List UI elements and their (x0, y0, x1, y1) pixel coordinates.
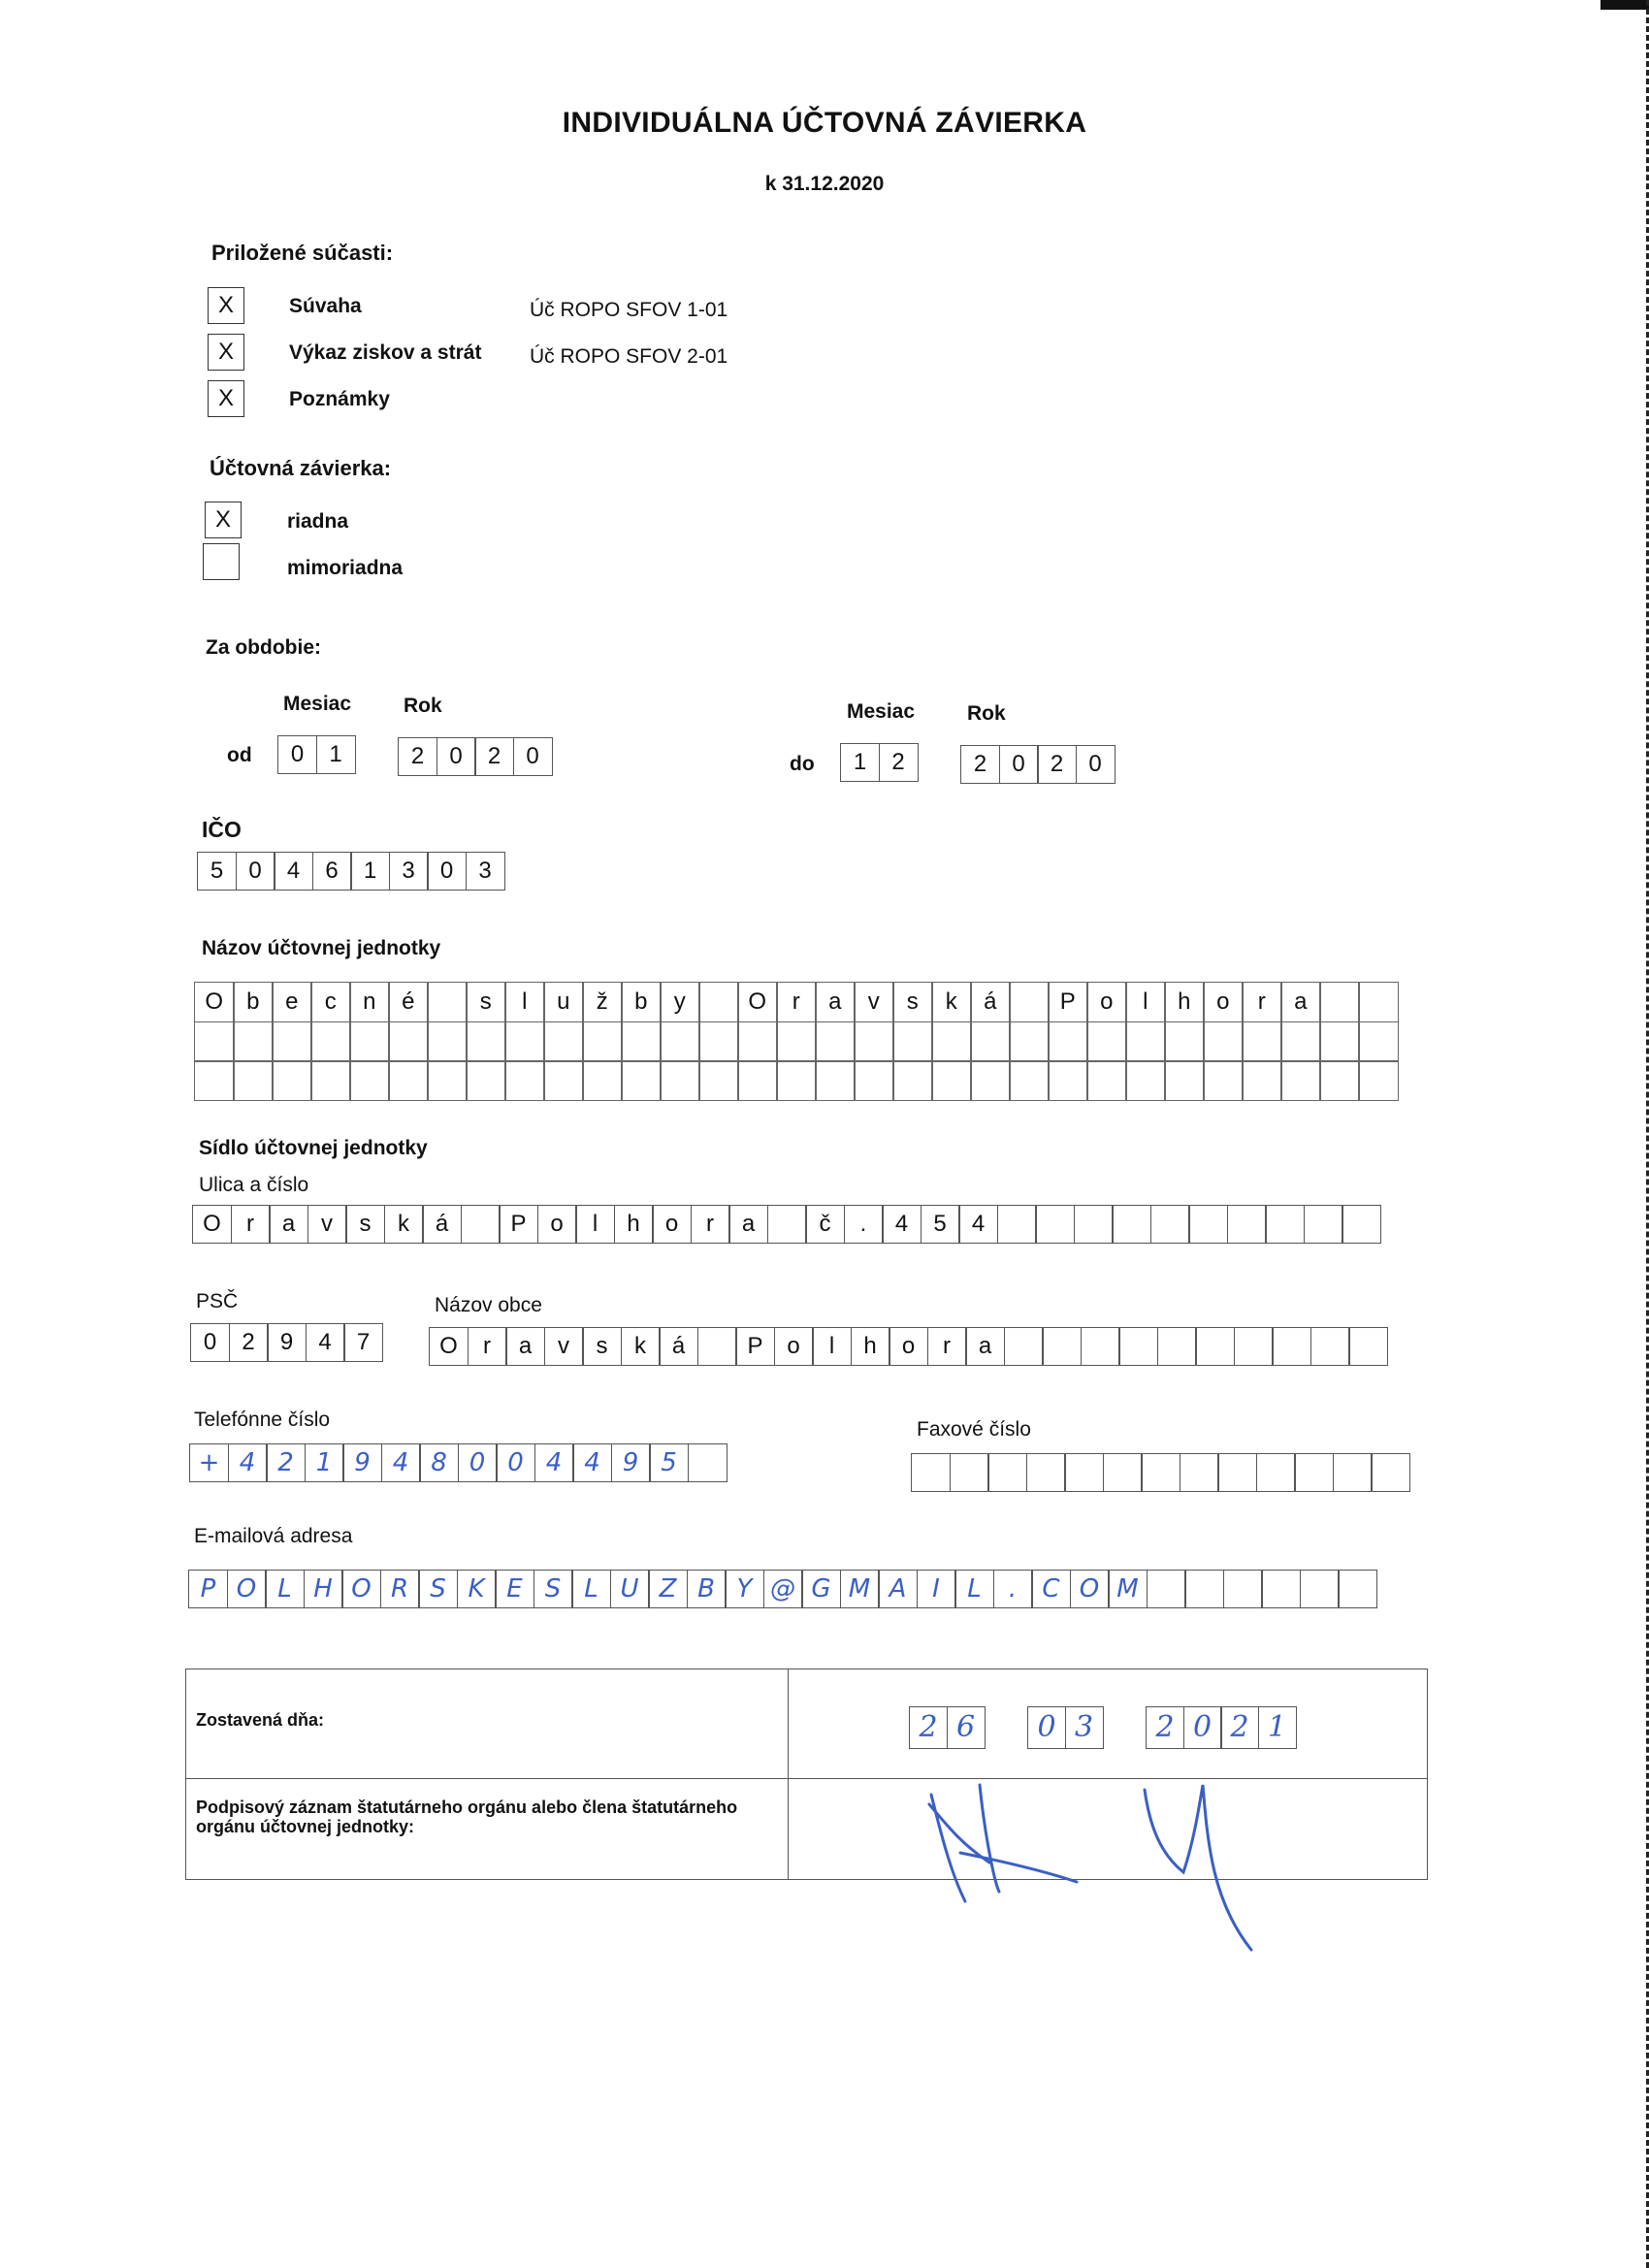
char-cell[interactable]: 4 (228, 1443, 268, 1482)
char-cell[interactable] (1180, 1453, 1219, 1492)
char-cell[interactable] (776, 1021, 817, 1062)
char-cell[interactable] (582, 1021, 623, 1062)
char-cell[interactable] (461, 1205, 501, 1244)
char-cell[interactable]: r (1242, 982, 1282, 1022)
char-cell[interactable] (950, 1453, 989, 1492)
char-cell[interactable]: Y (725, 1570, 764, 1608)
char-cell[interactable] (194, 1021, 235, 1062)
char-cell[interactable]: 6 (947, 1706, 986, 1749)
char-cell[interactable]: á (659, 1327, 698, 1366)
char-cell[interactable] (543, 1021, 584, 1062)
char-cell[interactable] (698, 1021, 739, 1062)
char-cell[interactable]: 2 (879, 743, 919, 782)
char-cell[interactable] (1147, 1570, 1186, 1608)
char-cell[interactable]: k (384, 1205, 424, 1244)
char-cell[interactable] (621, 1060, 662, 1101)
char-cell[interactable]: 5 (649, 1443, 689, 1482)
period-heading: Za obdobie: (206, 636, 321, 659)
char-cell[interactable]: P (499, 1205, 538, 1244)
char-cell[interactable] (892, 1021, 933, 1062)
char-cell[interactable]: c (310, 982, 351, 1022)
char-cell[interactable]: 1 (316, 735, 356, 774)
char-cell[interactable]: v (854, 982, 894, 1022)
char-cell[interactable]: I (917, 1570, 956, 1608)
char-cell[interactable]: O (194, 982, 235, 1022)
char-cell[interactable] (388, 1060, 429, 1101)
char-cell[interactable]: 8 (419, 1443, 459, 1482)
footer-table-column-divider (788, 1669, 789, 1879)
char-cell[interactable] (1009, 982, 1050, 1022)
char-cell[interactable] (1338, 1570, 1377, 1608)
char-cell[interactable] (854, 1060, 894, 1101)
char-cell[interactable] (1184, 1570, 1224, 1608)
char-cell[interactable]: 2 (1037, 745, 1077, 784)
document-title: INDIVIDUÁLNA ÚČTOVNÁ ZÁVIERKA (562, 107, 1087, 139)
char-cell[interactable] (1358, 1060, 1399, 1101)
char-cell[interactable] (776, 1060, 817, 1101)
char-cell[interactable]: 0 (277, 735, 317, 774)
char-cell[interactable]: O (341, 1570, 381, 1608)
char-cell[interactable]: R (380, 1570, 420, 1608)
char-cell[interactable] (931, 1060, 972, 1101)
char-cell[interactable]: b (233, 982, 274, 1022)
char-cell[interactable]: S (418, 1570, 458, 1608)
ico-cells[interactable] (197, 852, 503, 891)
statement-type-heading: Účtovná závierka: (210, 456, 392, 480)
char-cell[interactable] (1227, 1205, 1267, 1244)
char-cell[interactable]: O (192, 1205, 232, 1244)
char-cell[interactable]: O (227, 1570, 267, 1608)
char-cell[interactable]: č (805, 1205, 845, 1244)
char-cell[interactable]: o (652, 1205, 692, 1244)
char-cell[interactable]: v (544, 1327, 584, 1366)
char-cell[interactable]: u (543, 982, 584, 1022)
char-cell[interactable] (194, 1060, 235, 1101)
char-cell[interactable]: 4 (882, 1205, 922, 1244)
phone-label: Telefónne číslo (194, 1409, 331, 1431)
char-cell[interactable]: y (660, 982, 700, 1022)
char-cell[interactable]: 2 (1146, 1706, 1184, 1749)
char-cell[interactable]: 9 (267, 1323, 307, 1362)
char-cell[interactable]: 0 (190, 1323, 230, 1362)
email-label: E-mailová adresa (194, 1525, 353, 1547)
char-cell[interactable]: L (265, 1570, 305, 1608)
char-cell[interactable]: 3 (466, 852, 505, 891)
from-month-label: Mesiac (283, 693, 352, 715)
char-cell[interactable]: 2 (960, 745, 1000, 784)
label-riadna: riadna (287, 510, 349, 533)
grid-row (194, 1021, 1397, 1061)
psc-label: PSČ (196, 1290, 239, 1312)
char-cell[interactable] (1300, 1570, 1340, 1608)
char-cell[interactable]: 0 (1183, 1706, 1222, 1749)
char-cell[interactable]: s (892, 982, 933, 1022)
char-cell[interactable] (1310, 1327, 1350, 1366)
char-cell[interactable]: n (349, 982, 390, 1022)
char-cell[interactable] (892, 1060, 933, 1101)
entity-name-label: Názov účtovnej jednotky (202, 937, 441, 959)
char-cell[interactable] (1256, 1453, 1296, 1492)
char-cell[interactable]: O (1070, 1570, 1110, 1608)
char-cell[interactable]: a (269, 1205, 308, 1244)
char-cell[interactable]: l (575, 1205, 615, 1244)
char-cell[interactable]: 9 (611, 1443, 651, 1482)
char-cell[interactable]: o (1203, 982, 1244, 1022)
char-cell[interactable] (1217, 1453, 1257, 1492)
char-cell[interactable]: 1 (840, 743, 880, 782)
char-cell[interactable]: 4 (534, 1443, 574, 1482)
entity-name-grid[interactable] (194, 982, 1397, 1100)
char-cell[interactable] (1195, 1327, 1235, 1366)
char-cell[interactable] (349, 1021, 390, 1062)
prepared-label: Zostavená dňa: (196, 1710, 325, 1730)
char-cell[interactable]: a (1280, 982, 1321, 1022)
char-cell[interactable] (1294, 1453, 1334, 1492)
char-cell[interactable] (427, 982, 468, 1022)
char-cell[interactable]: s (582, 1327, 622, 1366)
char-cell[interactable] (698, 1060, 739, 1101)
document-date: k 31.12.2020 (764, 173, 885, 195)
char-cell[interactable]: v (307, 1205, 347, 1244)
char-cell[interactable]: M (1108, 1570, 1148, 1608)
to-month-label: Mesiac (847, 700, 916, 723)
char-cell[interactable] (504, 1021, 545, 1062)
char-cell[interactable]: 0 (496, 1443, 535, 1482)
char-cell[interactable]: 7 (343, 1323, 383, 1362)
char-cell[interactable]: á (970, 982, 1011, 1022)
char-cell[interactable]: é (388, 982, 429, 1022)
char-cell[interactable]: l (1125, 982, 1166, 1022)
char-cell[interactable]: e (272, 982, 312, 1022)
char-cell[interactable] (310, 1060, 351, 1101)
char-cell[interactable] (1342, 1205, 1381, 1244)
char-cell[interactable] (1103, 1453, 1143, 1492)
char-cell[interactable]: 1 (305, 1443, 344, 1482)
char-cell[interactable]: 2 (398, 737, 437, 776)
char-cell[interactable] (310, 1021, 351, 1062)
char-cell[interactable]: 5 (921, 1205, 960, 1244)
char-cell[interactable]: l (504, 982, 545, 1022)
char-cell[interactable] (931, 1021, 972, 1062)
checkbox-riadna[interactable]: X (205, 502, 242, 538)
char-cell[interactable] (698, 982, 739, 1022)
street-cells[interactable] (192, 1205, 1380, 1244)
char-cell[interactable] (1026, 1453, 1066, 1492)
char-cell[interactable] (582, 1060, 623, 1101)
char-cell[interactable]: L (571, 1570, 611, 1608)
char-cell[interactable] (1358, 982, 1399, 1022)
char-cell[interactable] (466, 1021, 506, 1062)
char-cell[interactable] (987, 1453, 1027, 1492)
char-cell[interactable]: . (993, 1570, 1033, 1608)
char-cell[interactable] (1048, 1021, 1088, 1062)
char-cell[interactable]: a (728, 1205, 768, 1244)
checkbox-poznamky[interactable]: X (208, 380, 244, 417)
from-year-cells[interactable] (398, 737, 551, 776)
char-cell[interactable]: C (1031, 1570, 1071, 1608)
to-year-label: Rok (967, 702, 1006, 725)
label-vykaz: Výkaz ziskov a strát (289, 341, 482, 364)
town-cells[interactable] (429, 1327, 1387, 1366)
char-cell[interactable] (1141, 1453, 1180, 1492)
char-cell[interactable]: 2 (229, 1323, 269, 1362)
char-cell[interactable]: h (1164, 982, 1205, 1022)
char-cell[interactable] (1242, 1060, 1282, 1101)
char-cell[interactable] (388, 1021, 429, 1062)
char-cell[interactable] (272, 1060, 312, 1101)
char-cell[interactable] (1112, 1205, 1151, 1244)
char-cell[interactable]: 3 (389, 852, 429, 891)
char-cell[interactable] (1265, 1205, 1305, 1244)
char-cell[interactable] (1261, 1570, 1301, 1608)
char-cell[interactable]: Z (648, 1570, 688, 1608)
char-cell[interactable] (737, 1060, 778, 1101)
char-cell[interactable]: A (878, 1570, 918, 1608)
char-cell[interactable] (737, 1021, 778, 1062)
char-cell[interactable]: P (735, 1327, 775, 1366)
char-cell[interactable] (1333, 1453, 1373, 1492)
checkbox-mimoriadna[interactable] (203, 543, 240, 580)
char-cell[interactable]: P (188, 1570, 228, 1608)
char-cell[interactable]: 0 (458, 1443, 498, 1482)
char-cell[interactable] (233, 1060, 274, 1101)
char-cell[interactable]: 1 (350, 852, 390, 891)
char-cell[interactable] (427, 1021, 468, 1062)
char-cell[interactable]: + (189, 1443, 229, 1482)
char-cell[interactable] (688, 1443, 728, 1482)
char-cell[interactable]: h (851, 1327, 890, 1366)
char-cell[interactable] (1304, 1205, 1343, 1244)
char-cell[interactable]: 4 (381, 1443, 421, 1482)
char-cell[interactable]: s (466, 982, 506, 1022)
char-cell[interactable] (970, 1021, 1011, 1062)
char-cell[interactable]: r (776, 982, 817, 1022)
char-cell[interactable]: 4 (958, 1205, 998, 1244)
char-cell[interactable] (911, 1453, 951, 1492)
char-cell[interactable]: O (429, 1327, 469, 1366)
char-cell[interactable]: 0 (236, 852, 275, 891)
attachments-heading: Priložené súčasti: (211, 241, 394, 265)
char-cell[interactable] (815, 1060, 856, 1101)
char-cell[interactable] (1280, 1021, 1321, 1062)
char-cell[interactable]: U (610, 1570, 650, 1608)
char-cell[interactable] (1280, 1060, 1321, 1101)
char-cell[interactable]: 4 (572, 1443, 612, 1482)
char-cell[interactable]: o (1086, 982, 1127, 1022)
char-cell[interactable]: o (774, 1327, 814, 1366)
fax-label: Faxové číslo (917, 1418, 1031, 1441)
psc-cells[interactable] (190, 1323, 382, 1362)
char-cell[interactable]: O (737, 982, 778, 1022)
to-label: do (790, 753, 815, 775)
char-cell[interactable]: L (954, 1570, 994, 1608)
signature-label: Podpisový záznam štatutárneho orgánu alebo člena štatutárneho orgánu účtovnej jednotky: (196, 1798, 738, 1836)
char-cell[interactable]: k (931, 982, 972, 1022)
char-cell[interactable]: 2 (909, 1706, 948, 1749)
signature-mark (902, 1766, 1290, 1960)
char-cell[interactable] (1319, 1021, 1360, 1062)
code-suvaha: Úč ROPO SFOV 1-01 (530, 299, 728, 321)
char-cell[interactable] (660, 1060, 700, 1101)
char-cell[interactable] (1358, 1021, 1399, 1062)
char-cell[interactable] (1009, 1060, 1050, 1101)
char-cell[interactable] (1042, 1327, 1082, 1366)
char-cell[interactable] (1164, 1060, 1205, 1101)
char-cell[interactable] (1234, 1327, 1274, 1366)
street-label: Ulica a číslo (199, 1174, 309, 1196)
char-cell[interactable]: a (815, 982, 856, 1022)
char-cell[interactable]: l (812, 1327, 852, 1366)
char-cell[interactable] (1242, 1021, 1282, 1062)
code-vykaz: Úč ROPO SFOV 2-01 (530, 345, 728, 368)
char-cell[interactable]: 0 (999, 745, 1039, 784)
char-cell[interactable]: G (801, 1570, 841, 1608)
char-cell[interactable]: b (621, 982, 662, 1022)
checkbox-suvaha[interactable]: X (208, 287, 244, 324)
char-cell[interactable] (1125, 1021, 1166, 1062)
char-cell[interactable]: 3 (1065, 1706, 1104, 1749)
email-cells[interactable] (188, 1570, 1376, 1608)
char-cell[interactable] (427, 1060, 468, 1101)
prepared-year-cells[interactable] (1146, 1706, 1295, 1749)
grid-row (194, 1060, 1397, 1100)
char-cell[interactable]: B (687, 1570, 727, 1608)
from-year-label: Rok (404, 695, 442, 717)
char-cell[interactable]: 4 (306, 1323, 345, 1362)
char-cell[interactable]: 2 (266, 1443, 306, 1482)
char-cell[interactable] (660, 1021, 700, 1062)
char-cell[interactable] (1319, 1060, 1360, 1101)
char-cell[interactable]: 2 (474, 737, 514, 776)
char-cell[interactable] (1004, 1327, 1044, 1366)
char-cell[interactable]: 0 (436, 737, 476, 776)
char-cell[interactable] (1157, 1327, 1197, 1366)
char-cell[interactable] (1118, 1327, 1158, 1366)
char-cell[interactable]: 1 (1258, 1706, 1297, 1749)
char-cell[interactable] (1164, 1021, 1205, 1062)
prepared-day-cells[interactable] (909, 1706, 984, 1749)
char-cell[interactable]: H (304, 1570, 343, 1608)
from-label: od (227, 744, 252, 766)
char-cell[interactable] (1319, 982, 1360, 1022)
char-cell[interactable]: 6 (312, 852, 352, 891)
char-cell[interactable] (1064, 1453, 1104, 1492)
char-cell[interactable] (1035, 1205, 1075, 1244)
char-cell[interactable]: r (231, 1205, 271, 1244)
char-cell[interactable]: o (537, 1205, 577, 1244)
char-cell[interactable] (1348, 1327, 1388, 1366)
char-cell[interactable] (1048, 1060, 1088, 1101)
char-cell[interactable] (1086, 1060, 1127, 1101)
char-cell[interactable] (1009, 1021, 1050, 1062)
char-cell[interactable]: E (495, 1570, 534, 1608)
char-cell[interactable] (1272, 1327, 1311, 1366)
checkbox-vykaz[interactable]: X (208, 334, 244, 371)
char-cell[interactable] (1203, 1060, 1244, 1101)
char-cell[interactable] (767, 1205, 807, 1244)
char-cell[interactable] (233, 1021, 274, 1062)
char-cell[interactable]: h (614, 1205, 654, 1244)
char-cell[interactable]: 2 (1220, 1706, 1259, 1749)
char-cell[interactable] (466, 1060, 506, 1101)
char-cell[interactable] (504, 1060, 545, 1101)
char-cell[interactable]: 0 (427, 852, 467, 891)
char-cell[interactable]: K (457, 1570, 497, 1608)
char-cell[interactable]: P (1048, 982, 1088, 1022)
char-cell[interactable] (997, 1205, 1037, 1244)
char-cell[interactable] (815, 1021, 856, 1062)
char-cell[interactable]: r (927, 1327, 967, 1366)
char-cell[interactable]: 5 (197, 852, 237, 891)
char-cell[interactable]: . (844, 1205, 884, 1244)
prepared-month-cells[interactable] (1027, 1706, 1102, 1749)
town-label: Názov obce (435, 1294, 542, 1316)
char-cell[interactable] (1371, 1453, 1410, 1492)
char-cell[interactable] (349, 1060, 390, 1101)
char-cell[interactable] (1223, 1570, 1263, 1608)
address-heading: Sídlo účtovnej jednotky (199, 1137, 428, 1159)
char-cell[interactable]: a (505, 1327, 545, 1366)
phone-cells[interactable] (189, 1443, 726, 1482)
from-month-cells[interactable] (277, 735, 354, 774)
char-cell[interactable]: 4 (274, 852, 313, 891)
char-cell[interactable] (1188, 1205, 1228, 1244)
char-cell[interactable] (543, 1060, 584, 1101)
to-month-cells[interactable] (840, 743, 917, 782)
char-cell[interactable] (1074, 1205, 1114, 1244)
char-cell[interactable] (1125, 1060, 1166, 1101)
char-cell[interactable] (1203, 1021, 1244, 1062)
char-cell[interactable] (1081, 1327, 1120, 1366)
char-cell[interactable]: 0 (1027, 1706, 1066, 1749)
scan-edge-mark (1600, 0, 1649, 10)
char-cell[interactable]: o (889, 1327, 928, 1366)
scan-edge-line (1643, 0, 1649, 2268)
ico-label: IČO (202, 817, 242, 842)
label-mimoriadna: mimoriadna (287, 557, 404, 579)
char-cell[interactable]: S (534, 1570, 573, 1608)
char-cell[interactable]: r (691, 1205, 730, 1244)
char-cell[interactable]: 9 (342, 1443, 382, 1482)
char-cell[interactable] (854, 1021, 894, 1062)
to-year-cells[interactable] (960, 745, 1114, 784)
label-suvaha: Súvaha (289, 295, 362, 317)
char-cell[interactable]: a (965, 1327, 1005, 1366)
char-cell[interactable]: M (840, 1570, 880, 1608)
char-cell[interactable]: k (621, 1327, 661, 1366)
char-cell[interactable] (621, 1021, 662, 1062)
char-cell[interactable] (272, 1021, 312, 1062)
char-cell[interactable]: 0 (513, 737, 553, 776)
char-cell[interactable] (970, 1060, 1011, 1101)
char-cell[interactable] (1150, 1205, 1190, 1244)
char-cell[interactable]: r (468, 1327, 507, 1366)
grid-row (194, 982, 1397, 1021)
char-cell[interactable] (697, 1327, 737, 1366)
fax-cells[interactable] (911, 1453, 1409, 1492)
char-cell[interactable]: á (422, 1205, 462, 1244)
char-cell[interactable] (1086, 1021, 1127, 1062)
char-cell[interactable]: 0 (1076, 745, 1116, 784)
char-cell[interactable]: ž (582, 982, 623, 1022)
char-cell[interactable]: @ (763, 1570, 803, 1608)
char-cell[interactable]: s (345, 1205, 385, 1244)
label-poznamky: Poznámky (289, 388, 390, 410)
